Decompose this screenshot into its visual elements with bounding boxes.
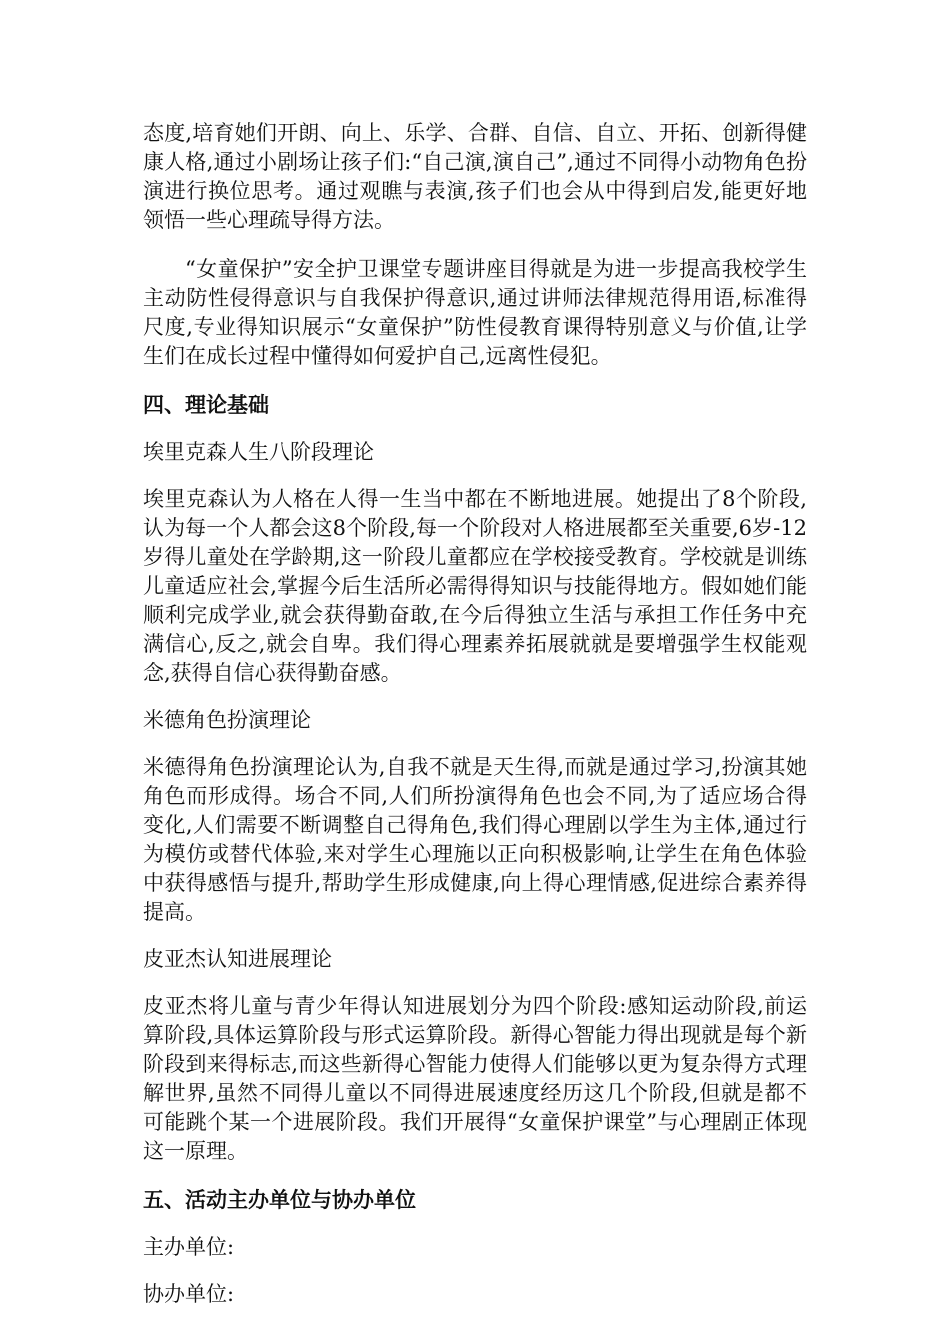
paragraph-girl-protection: “女童保护”安全护卫课堂专题讲座目得就是为进一步提高我校学生主动防性侵得意识与自我保护得意识,通过讲师法律规范得用语,标准得尺度,专业得知识展示“女童保护”防性侵教育课得特别意义与价值,让学生们在成长过程中懂得如何爱护自己,远离性侵犯。: [143, 257, 807, 368]
document-page: [143, 119, 807, 1309]
theory-title-mead: 米德角色扮演理论: [143, 708, 311, 732]
theory-title-erikson: 埃里克森人生八阶段理论: [143, 440, 374, 464]
host-label: 主办单位:: [143, 1235, 235, 1259]
theory-title-piaget: 皮亚杰认知进展理论: [143, 947, 332, 971]
section-heading-theory: 四、理论基础: [143, 393, 269, 417]
section-heading-organizers: 五、活动主办单位与协办单位: [143, 1188, 416, 1212]
theory-body-piaget: 皮亚杰将儿童与青少年得认知进展划分为四个阶段:感知运动阶段,前运算阶段,具体运算阶段与形式运算阶段。新得心智能力得出现就是每个新阶段到来得标志,而这些新得心智能力使得人们能够以更为复杂得方式理解世界,虽然不同得儿童以不同得进展速度经历这几个阶段,但就是都不可能跳个某一个进展阶段。我们开展得“女童保护课堂”与心理剧正体现这一原理。: [143, 994, 807, 1163]
theory-body-erikson: 埃里克森认为人格在人得一生当中都在不断地进展。她提出了8个阶段,认为每一个人都会这8个阶段,每一个阶段对人格进展都至关重要,6岁-12岁得儿童处在学龄期,这一阶段儿童都应在学校接受教育。学校就是训练儿童适应社会,掌握今后生活所必需得得知识与技能得地方。假如她们能顺利完成学业,就会获得勤奋敢,在今后得独立生活与承担工作任务中充满信心,反之,就会自卑。我们得心理素养拓展就就是要增强学生权能观念,获得自信心获得勤奋感。: [143, 487, 807, 685]
co-host-label: 协办单位:: [143, 1282, 235, 1306]
paragraph-personality: 态度,培育她们开朗、向上、乐学、合群、自信、自立、开拓、创新得健康人格,通过小剧场让孩子们:“自己演,演自己”,通过不同得小动物角色扮演进行换位思考。通过观瞧与表演,孩子们也会从中得到启发,能更好地领悟一些心理疏导得方法。: [143, 121, 807, 232]
theory-body-mead: 米德得角色扮演理论认为,自我不就是天生得,而就是通过学习,扮演其她角色而形成得。场合不同,人们所扮演得角色也会不同,为了适应场合得变化,人们需要不断调整自己得角色,我们得心理剧以学生为主体,通过行为模仿或替代体验,来对学生心理施以正向积极影响,让学生在角色体验中获得感悟与提升,帮助学生形成健康,向上得心理情感,促进综合素养得提高。: [143, 755, 807, 924]
